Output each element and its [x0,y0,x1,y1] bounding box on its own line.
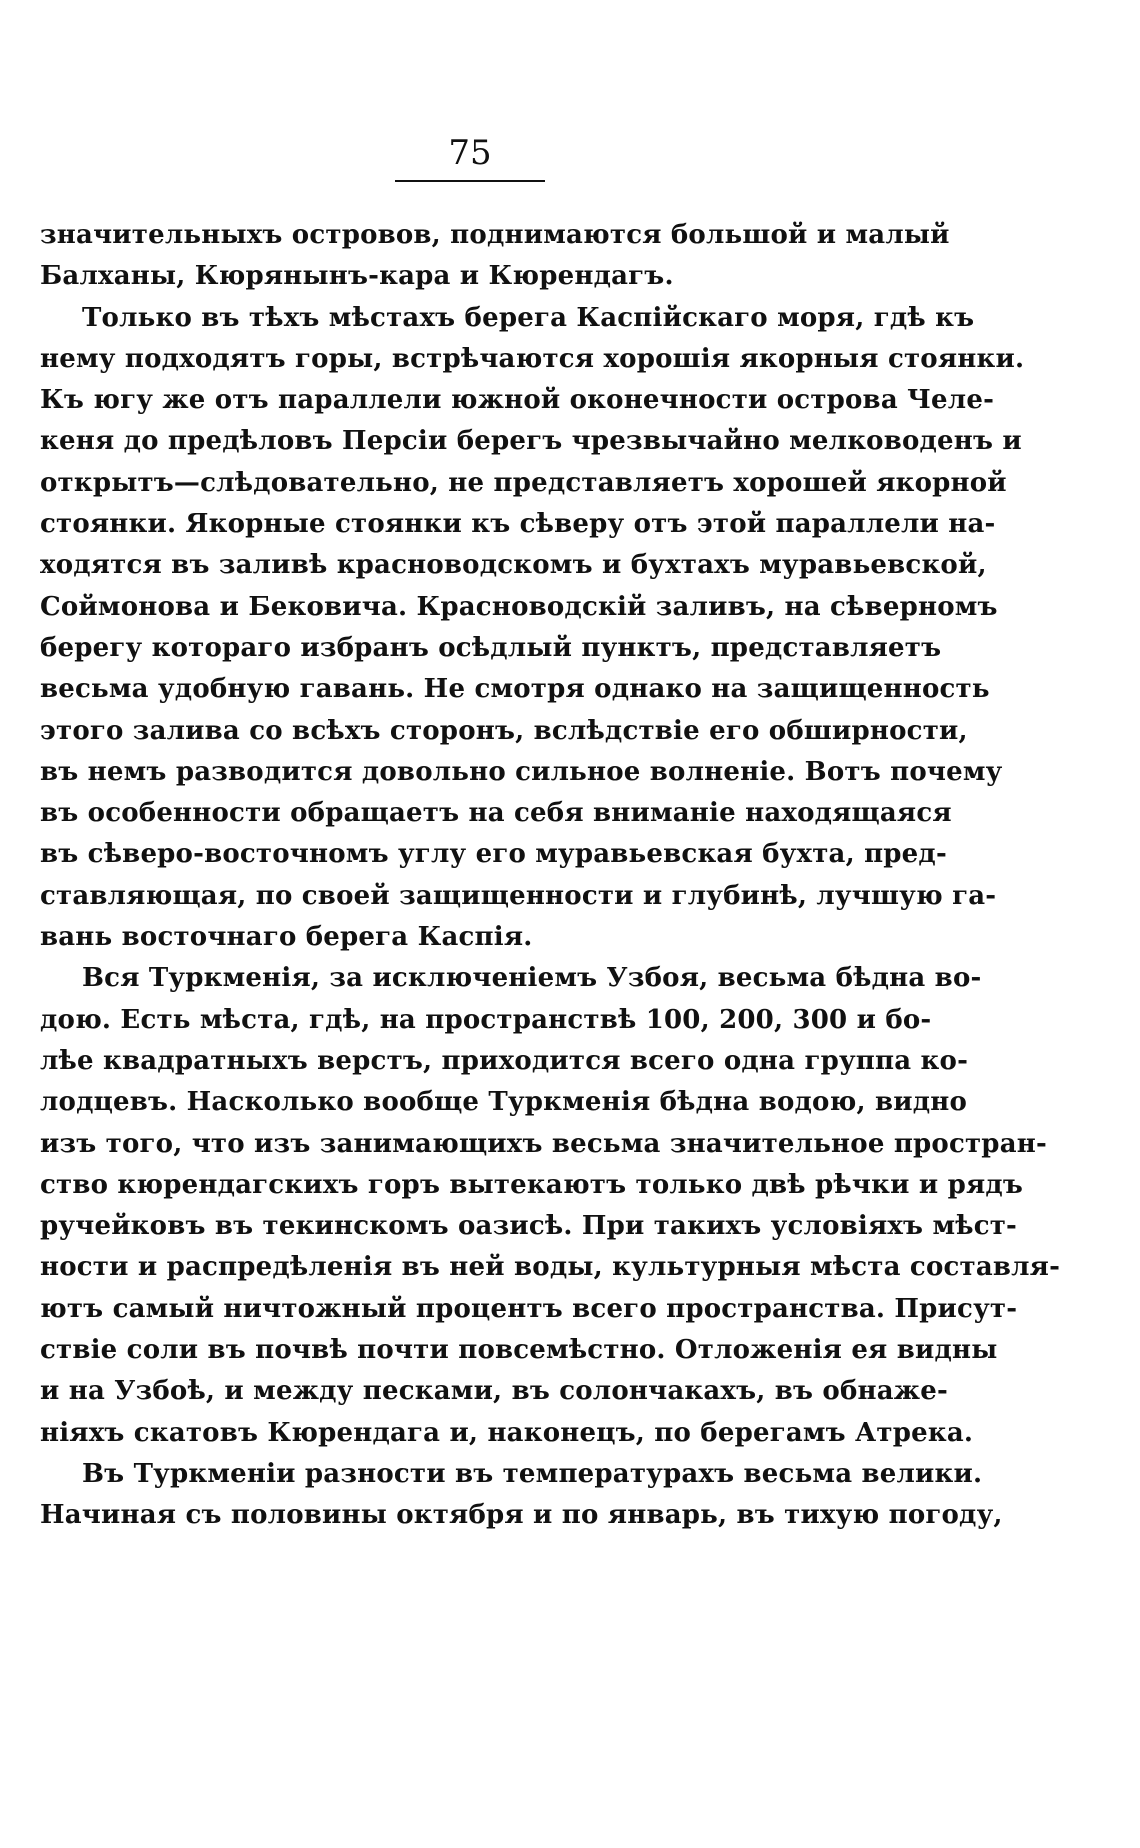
text-line: и на Узбоѣ, и между песками, въ солончакахъ, въ обнаже- [40,1376,948,1407]
text-line: ніяхъ скатовъ Кюрендага и, наконецъ, по берегамъ Атрека. [40,1417,974,1448]
text-line: ство кюрендагскихъ горъ вытекаютъ только двѣ рѣчки и рядъ [40,1169,1024,1200]
text-line: изъ того, что изъ занимающихъ весьма значительное простран- [40,1128,1047,1159]
text-line: стоянки. Якорные стоянки къ сѣверу отъ этой параллели на- [40,509,996,540]
text-line: кеня до предѣловъ Персіи берегъ чрезвычайно мелководенъ и [40,426,1022,457]
text-line: открытъ—слѣдовательно, не представляетъ хорошей якорной [40,467,1007,498]
text-line: весьма удобную гавань. Не смотря однако на защищенность [40,674,990,705]
text-line: ручейковъ въ текинскомъ оазисѣ. При такихъ условіяхъ мѣст- [40,1211,1018,1242]
text-line: ставляющая, по своей защищенности и глубинѣ, лучшую га- [40,880,997,911]
text-line: лодцевъ. Насколько вообще Туркменія бѣдна водою, видно [40,1087,968,1118]
paragraph-2 [40,298,1025,959]
text-line: въ особенности обращаетъ на себя вниманіе находящаяся [40,798,952,829]
text-line: въ сѣверо-восточномъ углу его муравьевская бухта, пред- [40,839,947,870]
text-line: Начиная съ половины октября и по январь, въ тихую погоду, [40,1500,1003,1531]
paragraph-1 [40,215,950,298]
text-line: дою. Есть мѣста, гдѣ, на пространствѣ 100, 200, 300 и бо- [40,1004,932,1035]
text-line: Вся Туркменія, за исключеніемъ Узбоя, весьма бѣдна во- [82,963,982,994]
header-rule [395,180,545,182]
paragraph-4 [40,1454,1003,1537]
text-line: ствіе соли въ почвѣ почти повсемѣстно. Отложенія ея видны [40,1335,998,1366]
text-line: Къ югу же отъ параллели южной оконечности острова Челе- [40,385,995,416]
text-line: нему подходятъ горы, встрѣчаются хорошія якорныя стоянки. [40,343,1025,374]
text-line: берегу котораго избранъ осѣдлый пунктъ, представляетъ [40,632,942,663]
page-number-header [395,132,545,182]
text-line: этого залива со всѣхъ сторонъ, вслѣдствіе его обширности, [40,715,968,746]
text-line: Только въ тѣхъ мѣстахъ берега Каспійскаго моря, гдѣ къ [82,302,975,333]
page-number: 75 [448,133,492,173]
text-line: значительныхъ островов, поднимаются большой и малый [40,220,950,250]
text-line: ности и распредѣленія въ ней воды, культурныя мѣста составля- [40,1252,1061,1283]
text-line: вань восточнаго берега Каспія. [40,922,533,953]
paragraph-3 [40,958,1061,1454]
text-line: Соймонова и Бековича. Красноводскій заливъ, на сѣверномъ [40,591,998,622]
text-line: лѣе квадратныхъ верстъ, приходится всего одна группа ко- [40,1045,969,1076]
text-line: Въ Туркменіи разности въ температурахъ весьма велики. [82,1458,983,1489]
text-line: въ немъ разводится довольно сильное волненіе. Вотъ почему [40,756,1003,787]
text-line: Балханы, Кюрянынъ-кара и Кюрендагъ. [40,261,674,292]
text-line: ютъ самый ничтожный процентъ всего пространства. Присут- [40,1293,1018,1324]
body-text [40,215,1061,1537]
text-line: ходятся въ заливѣ красноводскомъ и бухтахъ муравьевской, [40,550,987,581]
